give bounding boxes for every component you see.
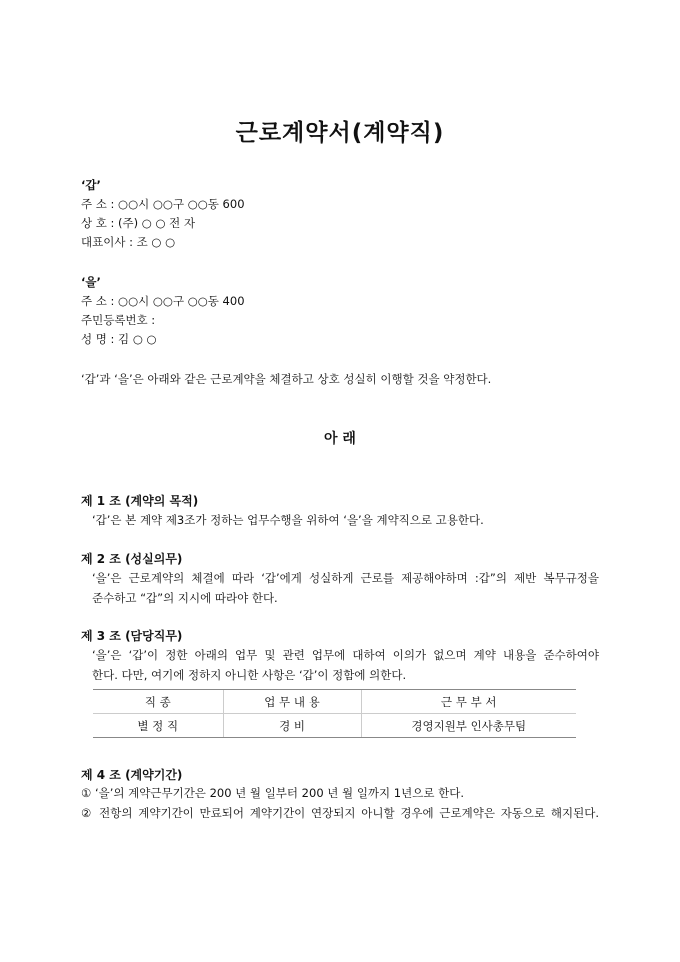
intro-text: ‘갑’과 ‘을’은 아래와 같은 근로계약을 체결하고 상호 성실히 이행할 것을 약정한다. [81, 372, 492, 386]
duty-table-row [93, 714, 576, 738]
article-4-line-1: ① ‘을’의 계약근무기간은 200 년 월 일부터 200 년 월 일까지 1년으로 한다. [81, 786, 464, 800]
article-1-heading: 제 1 조 (계약의 목적) [81, 494, 199, 508]
party-a-address: 주 소 : ○○시 ○○구 ○○동 600 [81, 197, 245, 211]
duty-table-header-cell: 직 종 [93, 690, 223, 714]
notice-heading: 아 래 [324, 431, 356, 447]
article-3-line-2: 한다. 다만, 여기에 정하지 아니한 사항은 ‘갑’이 정함에 의한다. [92, 668, 407, 682]
party-b-name: 성 명 : 김 ○ ○ [81, 332, 157, 346]
party-a-ceo: 대표이사 : 조 ○ ○ [81, 235, 176, 249]
document-title: 근로계약서(계약직) [235, 120, 445, 146]
party-a-company: 상 호 : (주) ○ ○ 전 자 [81, 216, 196, 230]
duty-table-cell: 경 비 [223, 714, 361, 738]
article-3-heading: 제 3 조 (담당직무) [81, 629, 183, 643]
party-b-address: 주 소 : ○○시 ○○구 ○○동 400 [81, 294, 245, 308]
party-a-heading: ‘갑’ [81, 178, 101, 192]
article-2-heading: 제 2 조 (성실의무) [81, 552, 183, 566]
duty-table-header-cell: 업 무 내 용 [223, 690, 361, 714]
article-2-line-2: 준수하고 “갑”의 지시에 따라야 한다. [92, 591, 278, 605]
duty-table-cell: 별 정 직 [93, 714, 223, 738]
article-2-line-1: ‘을’은 근로계약의 체결에 따라 ‘갑’에게 성실하게 근로를 제공해야하며 :갑”의 제반 복무규정을 [92, 571, 599, 585]
article-4-line-2: ② 전항의 계약기간이 만료되어 계약기간이 연장되지 아니할 경우에 근로계약은 자동으로 해지된다. [81, 806, 599, 820]
duty-table [93, 689, 576, 738]
duty-table-header-cell: 근 무 부 서 [361, 690, 576, 714]
article-4-heading: 제 4 조 (계약기간) [81, 768, 183, 782]
duty-table-cell: 경영지원부 인사총무팀 [361, 714, 576, 738]
article-1-line-1: ‘갑’은 본 계약 제3조가 정하는 업무수행을 위하여 ‘을’을 계약직으로 고용한다. [92, 513, 484, 527]
party-b-rrn: 주민등록번호 : [81, 313, 156, 327]
article-3-line-1: ‘을’은 ‘갑’이 정한 아래의 업무 및 관련 업무에 대하여 이의가 없으며 계약 내용을 준수하여야 [92, 648, 599, 662]
party-b-heading: ‘을’ [81, 275, 101, 289]
duty-table-header-row [93, 690, 576, 714]
